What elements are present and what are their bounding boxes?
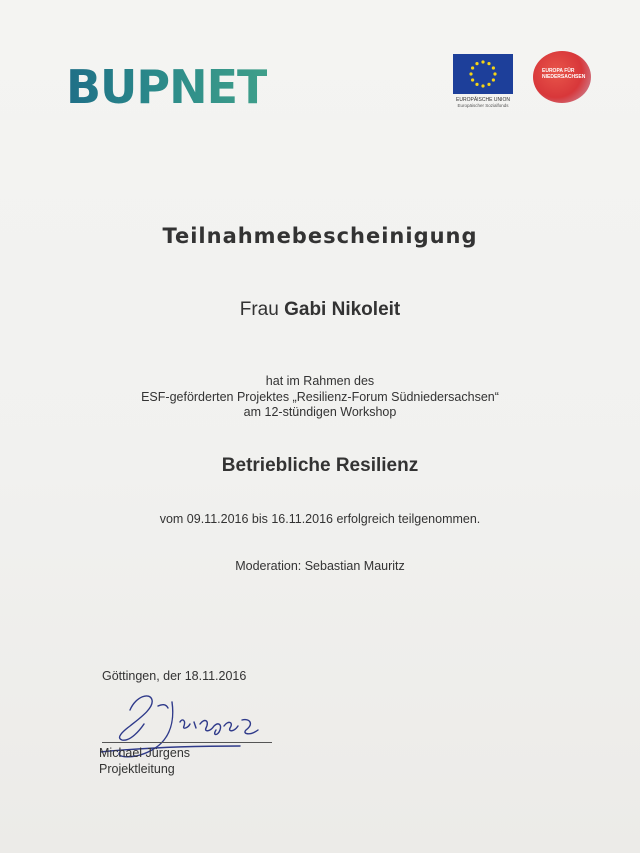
- eu-star-icon: [471, 78, 474, 81]
- bupnet-logo: BUPNET: [66, 60, 268, 114]
- eu-star-icon: [492, 66, 495, 69]
- eu-label: EUROPÄISCHE UNION: [456, 97, 510, 103]
- eu-star-icon: [481, 84, 484, 87]
- eu-sublabel: Europäischer Sozialfonds: [457, 103, 509, 108]
- workshop-title: Betriebliche Resilienz: [221, 455, 419, 476]
- eu-logo: [448, 54, 518, 108]
- signer-block: [99, 746, 190, 777]
- eu-star-icon: [481, 60, 484, 63]
- eu-star-icon: [487, 83, 490, 86]
- eu-star-icon: [493, 72, 496, 75]
- signer-role: Projektleitung: [99, 761, 175, 776]
- signature-line: [102, 742, 272, 743]
- eu-star-icon: [487, 62, 490, 65]
- participant-line: [0, 299, 640, 321]
- eu-star-icon: [492, 78, 495, 81]
- eu-star-icon: [471, 66, 474, 69]
- niedersachsen-logo-text: EUROPA FÜR NIEDERSACHSEN: [542, 68, 586, 80]
- intro-line-1: hat im Rahmen des: [265, 374, 375, 388]
- intro-line-3: am 12-stündigen Workshop: [243, 405, 397, 419]
- eu-flag-icon: [453, 54, 513, 94]
- dates-line: vom 09.11.2016 bis 16.11.2016 erfolgreich teilgenommen.: [159, 512, 481, 526]
- signer-name: Michael Jürgens: [99, 746, 191, 760]
- intro-text: [0, 374, 640, 421]
- eu-star-icon: [469, 72, 472, 75]
- niedersachsen-logo: [533, 51, 591, 103]
- eu-star-icon: [475, 62, 478, 65]
- certificate-title: Teilnahmebescheinigung: [162, 224, 478, 248]
- place-date: Göttingen, der 18.11.2016: [102, 669, 247, 683]
- salutation: Frau: [239, 299, 279, 320]
- participant-name: Gabi Nikoleit: [284, 299, 401, 320]
- intro-line-2: ESF-geförderten Projektes „Resilienz-Forum Südniedersachsen“: [141, 389, 499, 404]
- moderation-line: Moderation: Sebastian Mauritz: [235, 559, 405, 573]
- eu-star-icon: [475, 83, 478, 86]
